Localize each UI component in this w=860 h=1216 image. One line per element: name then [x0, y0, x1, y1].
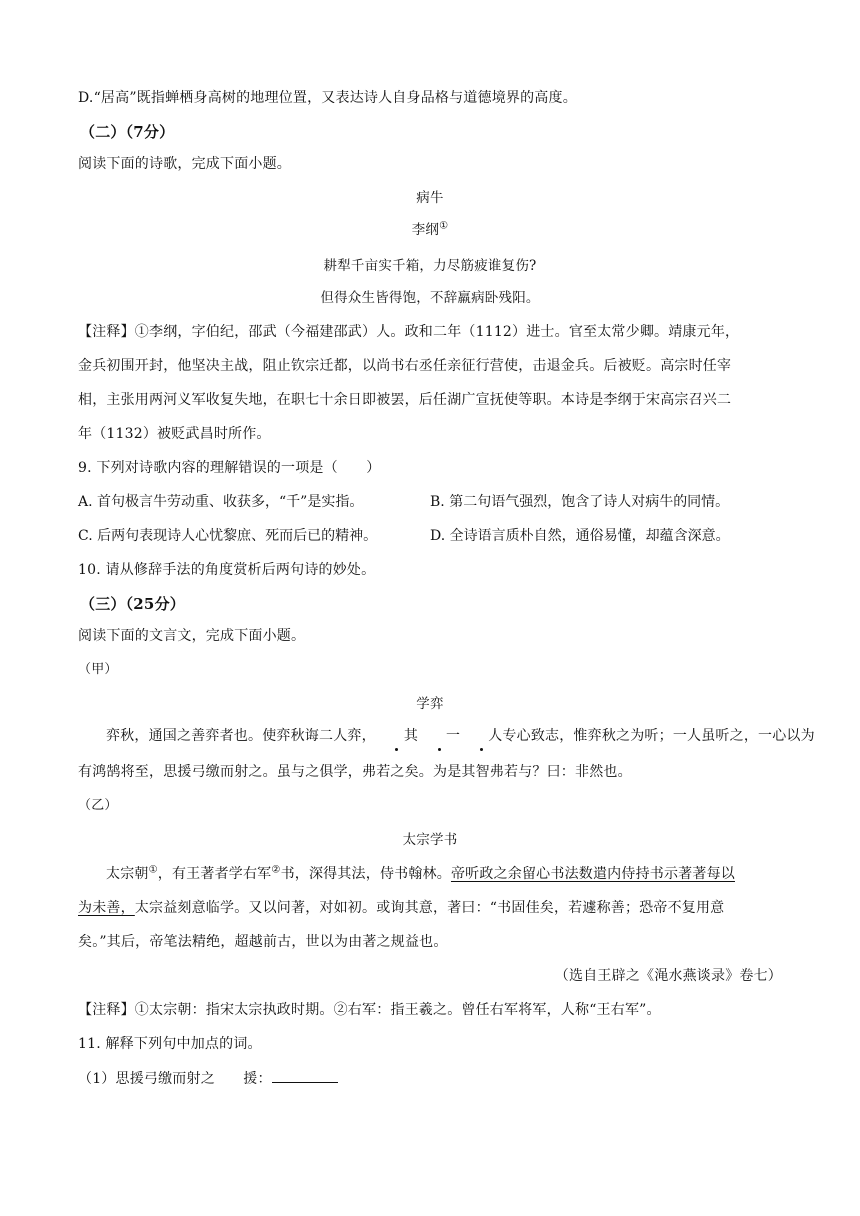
question-9-option-c: C. 后两句表现诗人心忧黎庶、死而后已的精神。 [78, 528, 378, 544]
poem-author-footnote-mark: ① [439, 220, 449, 232]
passage-jia-title: 学弈 [416, 696, 444, 712]
part2-heading: （二）（7分） [80, 123, 175, 141]
poem-line-2: 但得众生皆得饱，不辞羸病卧残阳。 [320, 290, 540, 306]
poem-author [78, 220, 782, 240]
passage-yi-title: 太宗学书 [402, 832, 458, 848]
underlined-sentence-part-2: 为未善， [78, 900, 135, 916]
passage-yi-source: （选自王辟之《渑水燕谈录》卷七） [554, 968, 782, 984]
poem-note-line-2: 金兵初围开封，他坚决主战，阻止钦宗迁都，以尚书右丞任亲征行营使，击退金兵。后被贬。高宗时任宰 [78, 358, 732, 374]
passage-yi-label: （乙） [78, 798, 118, 813]
passage-yi-line-1-b: ，有王著者学右军 [157, 866, 272, 882]
passage-yi-line-2 [78, 898, 782, 918]
passage-yi-line-1-c: 书，深得其法，侍书翰林。 [280, 866, 451, 882]
poem-note-line-4: 年（1132）被贬武昌时所作。 [78, 426, 271, 442]
dotted-char: 其 [376, 726, 418, 746]
passage-yi-line-2-rest: 太宗益刻意临学。又以问著，对如初。或询其意，著曰：“书固佳矣，若遽称善；恐帝不复用意 [134, 900, 725, 916]
poem-title: 病牛 [416, 190, 444, 206]
passage-jia-line-1-end: 专心致志，惟弈秋之为听；一人虽听之，一心以为 [502, 728, 815, 744]
footnote-mark-1: ① [148, 864, 158, 876]
passage-jia-line-2: 有鸿鹄将至，思援弓缴而射之。虽与之俱学，弗若之矣。为是其智弗若与？曰：非然也。 [78, 764, 632, 780]
part3-heading: （三）（25分） [80, 595, 185, 613]
dotted-char: 一 [418, 726, 460, 746]
underlined-sentence-part-1: 帝听政之余留心书法数遣内侍持书示著著每以 [450, 866, 735, 882]
question-10: 10. 请从修辞手法的角度赏析后两句诗的妙处。 [78, 562, 376, 578]
part2-instruction: 阅读下面的诗歌，完成下面小题。 [78, 156, 291, 172]
passage-jia-label: （甲） [78, 662, 118, 677]
question-11-item-1 [78, 1068, 782, 1089]
dotted-char: 人 [460, 726, 502, 746]
question-9: 9. 下列对诗歌内容的理解错误的一项是（ ） [78, 460, 381, 476]
passage-yi-line-1 [78, 864, 782, 884]
question-9-option-b: B. 第二句语气强烈，饱含了诗人对病牛的同情。 [430, 494, 730, 510]
question-9-option-d: D. 全诗语言质朴自然，通俗易懂，却蕴含深意。 [430, 528, 730, 544]
poem-line-1: 耕犁千亩实千箱，力尽筋疲谁复伤? [323, 258, 537, 274]
poem-author-name: 李纲 [411, 222, 440, 238]
part3-instruction: 阅读下面的文言文，完成下面小题。 [78, 628, 306, 644]
question-11: 11. 解释下列句中加点的词。 [78, 1036, 262, 1052]
question-8-option-d: D.“居高”既指蝉栖身高树的地理位置，又表达诗人自身品格与道德境界的高度。 [78, 90, 577, 106]
passage-yi-line-3: 矣。”其后，帝笔法精绝，超越前古，世以为由著之规益也。 [78, 934, 448, 950]
footnote-mark-2: ② [271, 864, 281, 876]
passage-jia-line-1 [78, 726, 815, 746]
question-9-option-a: A. 首句极言牛劳动重、收获多，“千”是实指。 [78, 494, 364, 510]
poem-note-line-1: 【注释】①李纲，字伯纪，邵武（今福建邵武）人。政和二年（1112）进士。官至太常少卿。靖康元年， [78, 324, 740, 340]
passage-yi-note: 【注释】①太宗朝：指宋太宗执政时期。②右军：指王羲之。曾任右军将军，人称“王右军”。 [78, 1002, 661, 1018]
answer-blank[interactable] [272, 1068, 338, 1083]
poem-note-line-3: 相，主张用两河义军收复失地，在职七十余日即被罢，后任湖广宣抚使等职。本诗是李纲于宋高宗召兴二 [78, 392, 732, 408]
question-11-item-1-text: （1）思援弓缴而射之 援： [78, 1071, 272, 1087]
passage-jia-line-1-start: 弈秋，通国之善弈者也。使弈秋诲二人弈， [106, 728, 376, 744]
passage-yi-line-1-a: 太宗朝 [106, 866, 149, 882]
